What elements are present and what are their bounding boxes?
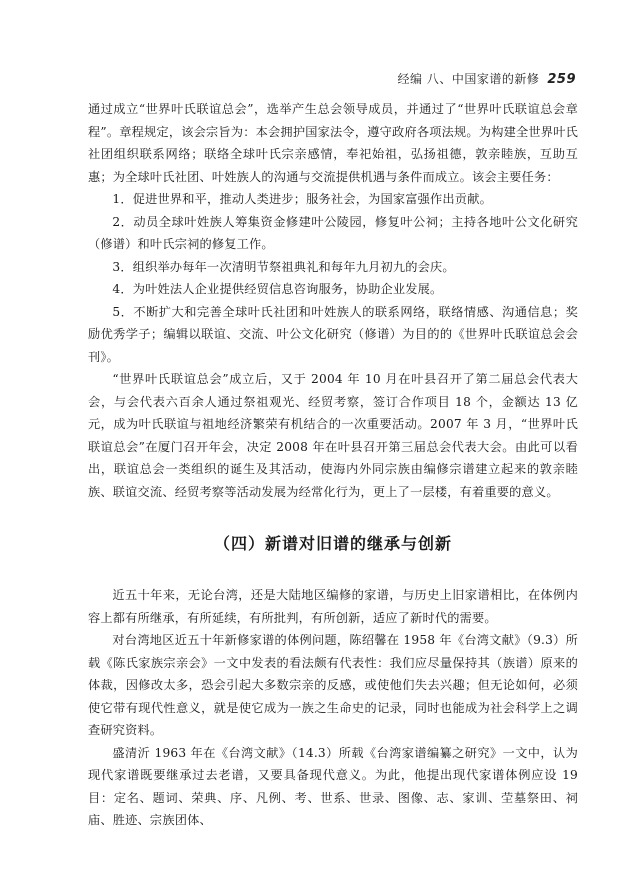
paragraph-charter: 通过成立“世界叶氏联谊总会”，选举产生总会领导成员，并通过了“世界叶氏联谊总会章程”。章程规定，该会宗旨为：本会拥护国家法令，遵守政府各项法规。为构建全世界叶氏社团组织联系网络；联络全球叶氏宗亲感情，奉祀始祖，弘扬祖德，敦亲睦族，互助互惠；为全球叶氏社团、叶姓族人的沟通与交流提供机遇与条件而成立。该会主要任务： <box>88 102 578 184</box>
list-item: 5．不断扩大和完善全球叶氏社团和叶姓族人的联系网络，联络情感、沟通信息；奖励优秀学子；编辑以联谊、交流、叶公文化研究（修谱）为目的的《世界叶氏联谊总会会刊》。 <box>88 304 578 364</box>
list-item: 1．促进世界和平，推动人类进步；服务社会，为国家富强作出贡献。 <box>112 192 492 206</box>
paragraph-sheng-qingyi: 盛清沂 1963 年在《台湾文献》（14.3）所载《台湾家谱编纂之研究》一文中，认为现代家谱既要继承过去老谱，又要具备现代意义。为此，他提出现代家谱体例应设 19 目：定名、题词、荣典、序、凡例、考、世系、世录、图像、志、家训、茔墓祭田、祠庙、胜迹、宗族团体、 <box>88 745 578 827</box>
page-number: 259 <box>547 72 576 87</box>
page-body <box>88 98 578 832</box>
task-list <box>88 188 578 368</box>
running-head <box>398 70 576 87</box>
paragraph-chen-shaoxin: 对台湾地区近五十年新修家谱的体例问题，陈绍馨在 1958 年《台湾文献》（9.3）所载《陈氏家族宗亲会》一文中发表的看法颇有代表性：我们应尽量保持其（族谱）原来的体裁，因修改太多，恐会引起大多数宗亲的反感，或使他们失去兴趣；但无论如何，必须使它带有现代性意义，就是使它成为一族之生命史的记录，同时也能成为社会科学上之调查研究资料。 <box>88 633 578 737</box>
section-heading: （四）新谱对旧谱的继承与创新 <box>213 534 452 553</box>
paragraph-association: “世界叶氏联谊总会”成立后，又于 2004 年 10 月在叶县召开了第二届总会代表大会，与会代表六百余人通过祭祖观光、经贸考察，签订合作项目 18 个，金额达 13 亿元，成为叶氏联谊与祖地经济繁荣有机结合的一次重要活动。2007 年 3 月，“世界叶氏联谊总会”在厦门召开年会，决定 2008 年在叶县召开第三届总会代表大会。由此可以看出，联谊总会一类组织的诞生及其活动，使海内外同宗族由编修宗谱建立起来的敦亲睦族、联谊交流、经贸考察等活动发展为经常化行为，更上了一层楼，有着重要的意义。 <box>88 372 578 499</box>
running-title: 经编 八、中国家谱的新修 <box>397 72 540 86</box>
paragraph-section-intro: 近五十年来，无论台湾，还是大陆地区编修的家谱，与历史上旧家谱相比，在体例内容上都有所继承，有所延续，有所批判，有所创新，适应了新时代的需要。 <box>88 588 578 625</box>
list-item: 4．为叶姓法人企业提供经贸信息咨询服务，协助企业发展。 <box>112 282 443 296</box>
list-item: 3．组织举办每年一次清明节祭祖典礼和每年九月初九的会庆。 <box>112 259 455 274</box>
list-item: 2．动员全球叶姓族人筹集资金修建叶公陵园，修复叶公祠；主持各地叶公文化研究（修谱）和叶氏宗祠的修复工作。 <box>88 214 578 251</box>
